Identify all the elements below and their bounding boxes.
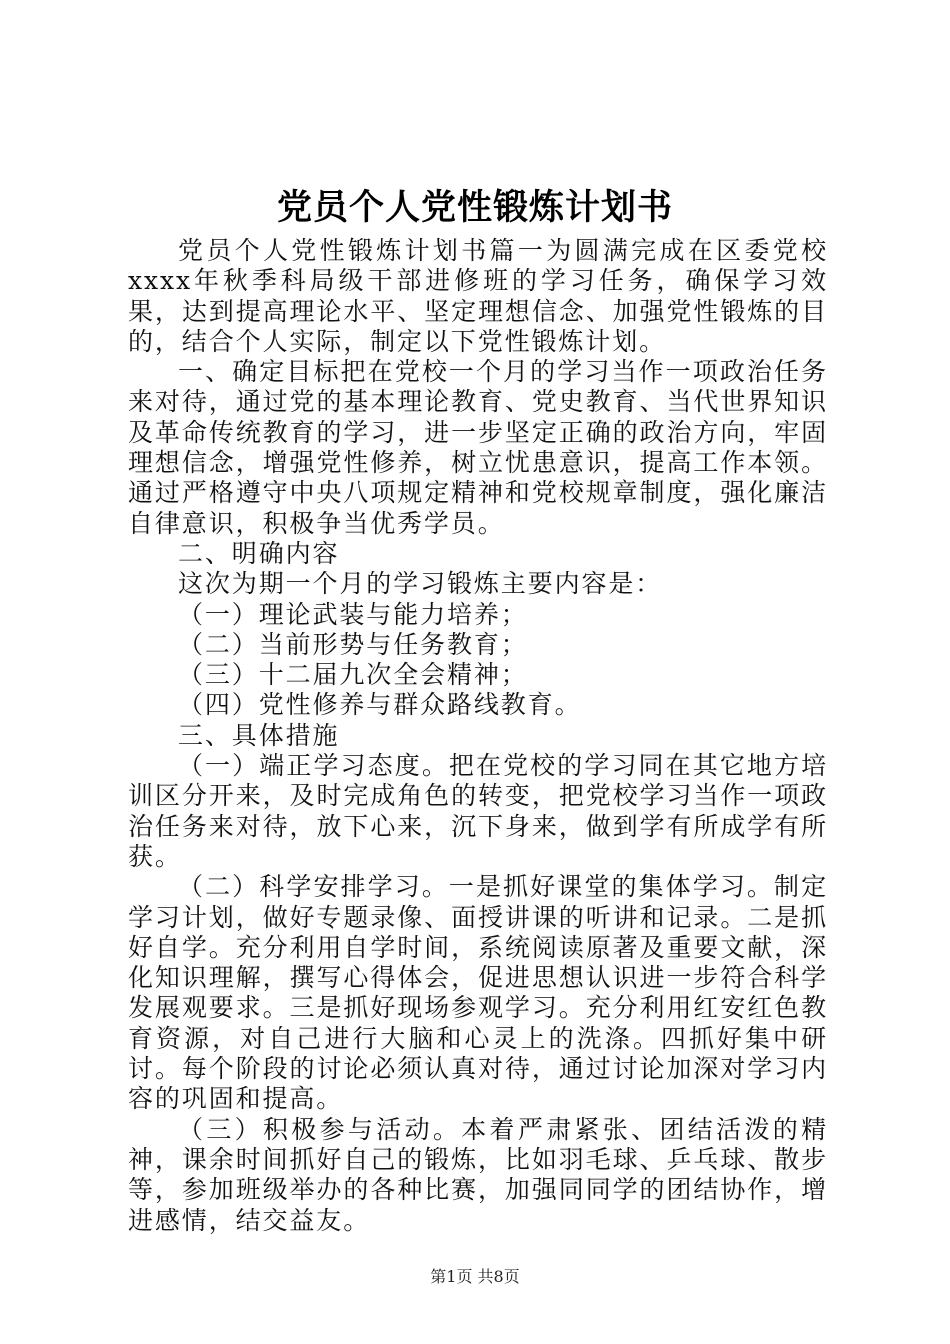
paragraph-goals: 一、确定目标把在党校一个月的学习当作一项政治任务来对待，通过党的基本理论教育、党史教育、当代世界知识及革命传统教育的学习，进一步坚定正确的政治方向，牢固理想信念，增强党性修养，树立忧患意识，提高工作本领。通过严格遵守中央八项规定精神和党校规章制度，强化廉洁自律意识，积极争当优秀学员。 [128,357,828,538]
list-item-content-3: （三）十二届九次全会精神； [178,660,528,690]
list-item-content-1: （一）理论武装与能力培养； [178,599,528,629]
section-heading-measures: 三、具体措施 [178,720,340,750]
paragraph-measure-3: （三）积极参与活动。本着严肃紧张、团结活泼的精神，课余时间抓好自己的锻炼，比如羽毛球、乒乓球、散步等，参加班级举办的各种比赛，加强同同学的团结协作，增进感情，结交益友。 [128,1114,828,1235]
paragraph-measure-1: （一）端正学习态度。把在党校的学习同在其它地方培训区分开来，及时完成角色的转变，把党校学习当作一项政治任务来对待，放下心来，沉下身来，做到学有所成学有所获。 [128,751,828,871]
list-item-content-4: （四）党性修养与群众路线教育。 [178,690,582,720]
paragraph-content-intro: 这次为期一个月的学习锻炼主要内容是： [178,569,663,599]
paragraph-intro: 党员个人党性锻炼计划书篇一为圆满完成在区委党校xxxx年秋季科局级干部进修班的学习任务，确保学习效果，达到提高理论水平、坚定理想信念、加强党性锻炼的目的，结合个人实际，制定以下党性锻炼计划。 [128,236,828,356]
list-item-content-2: （二）当前形势与任务教育； [178,629,528,659]
page-footer: 第1页 共8页 [430,1267,520,1286]
document-body [128,236,828,1236]
section-heading-content: 二、明确内容 [178,538,340,568]
document-title: 党员个人党性锻炼计划书 [276,187,673,228]
paragraph-measure-2: （二）科学安排学习。一是抓好课堂的集体学习。制定学习计划，做好专题录像、面授讲课的听讲和记录。二是抓好自学。充分利用自学时间，系统阅读原著及重要文献，深化知识理解，撰写心得体会，促进思想认识进一步符合科学发展观要求。三是抓好现场参观学习。充分利用红安红色教育资源，对自己进行大脑和心灵上的洗涤。四抓好集中研讨。每个阶段的讨论必须认真对待，通过讨论加深对学习内容的巩固和提高。 [128,872,828,1114]
